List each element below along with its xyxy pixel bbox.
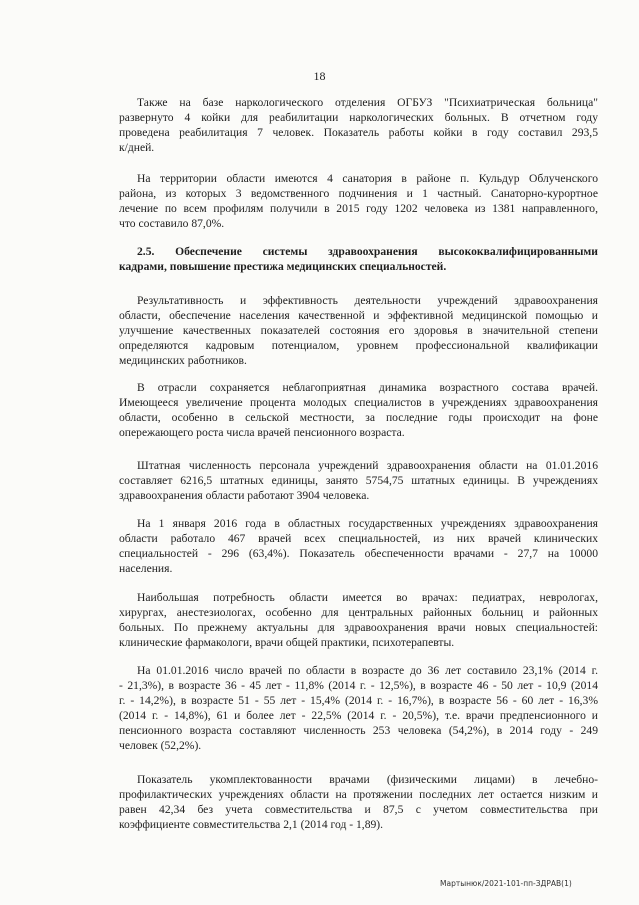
paragraph-line: профилактических учреждениях области на протяжении последних лет остается низким и xyxy=(119,788,598,801)
paragraph-line: Штатная численность персонала учреждений здравоохранения области на 01.01.2016 xyxy=(137,459,598,472)
paragraph-line: В отрасли сохраняется неблагоприятная динамика возрастного состава врачей. xyxy=(137,381,598,394)
paragraph-line: медицинских работников. xyxy=(119,354,247,367)
paragraph-line: хирургах, анестезиологах, особенно для центральных районных больниц и районных xyxy=(119,606,598,619)
paragraph-line: На 01.01.2016 число врачей по области в возрасте до 36 лет составило 23,1% (2014 г. xyxy=(137,664,598,677)
paragraph-line: больных. По прежнему актуальны для здравоохранения врачи новых специальностей: xyxy=(119,621,598,634)
paragraph-line: определяются кадровым потенциалом, уровнем профессиональной квалификации xyxy=(119,339,598,352)
paragraph-line: населения. xyxy=(119,562,173,575)
paragraph-line: проведена реабилитация 7 человек. Показатель работы койки в году составил 293,5 xyxy=(119,126,598,139)
paragraph-line: Показатель укомплектованности врачами (физическими лицами) в лечебно- xyxy=(137,773,598,786)
paragraph-rehabilitation xyxy=(119,95,598,155)
paragraph-doctors-count xyxy=(119,516,598,576)
paragraph-line: района, из которых 3 ведомственного подчинения и 1 частный. Санаторно-курортное xyxy=(119,187,598,200)
paragraph-line: лечение по всем профилям получили в 2015 году 1202 человека из 1381 направленного, xyxy=(119,202,598,215)
heading-line: кадрами, повышение престижа медицинских специальностей. xyxy=(119,260,447,273)
paragraph-line: На территории области имеются 4 санатория в районе п. Кульдур Облученского xyxy=(137,172,598,185)
paragraph-staffing xyxy=(119,458,598,503)
paragraph-line: что составило 87,0%. xyxy=(119,217,225,230)
paragraph-line: Имеющееся увеличение процента молодых специалистов в учреждениях здравоохранения xyxy=(119,396,598,409)
paragraph-line: составляет 6216,5 штатных единицы, занято 5754,75 штатных единицы. В учреждениях xyxy=(119,474,598,487)
paragraph-line: Наибольшая потребность области имеется во врачах: педиатрах, неврологах, xyxy=(137,591,598,604)
heading-line: 2.5. Обеспечение системы здравоохранения высококвалифицированными xyxy=(137,245,598,258)
paragraph-line: специальностей - 296 (63,4%). Показатель обеспеченности врачами - 27,7 на 10000 xyxy=(119,547,598,560)
paragraph-line: (2014 г. - 14,8%), 61 и более лет - 22,5% (2014 г. - 20,5%), т.е. врачи предпенсионного и xyxy=(119,709,598,722)
paragraph-line: к/дней. xyxy=(119,141,155,154)
paragraph-demand xyxy=(119,590,598,650)
paragraph-line: равен 42,34 без учета совместительства и 87,5 с учетом совместительства при xyxy=(119,803,598,816)
paragraph-completeness xyxy=(119,772,598,832)
paragraph-line: человек (52,2%). xyxy=(119,739,202,752)
page-number: 18 xyxy=(313,69,326,83)
paragraph-line: коэффициенте совместительства 2,1 (2014 год - 1,89). xyxy=(119,818,384,831)
paragraph-age-structure xyxy=(119,663,598,753)
paragraph-age-dynamics xyxy=(119,380,598,440)
paragraph-line: улучшение качественных показателей состояния его здоровья в значительной степени xyxy=(119,324,598,337)
footer-document-code: Мартынюк/2021-101-пп-ЗДРАВ(1) xyxy=(440,879,572,888)
paragraph-line: г. - 14,2%), в возрасте 51 - 55 лет - 15,4% (2014 г. - 16,7%), в возрасте 56 - 60 лет - 16,3% xyxy=(119,694,598,707)
paragraph-line: области, обеспечение населения качественной и эффективной медицинской помощью и xyxy=(119,309,598,322)
paragraph-line: опережающего роста числа врачей пенсионного возраста. xyxy=(119,426,405,439)
paragraph-line: клинические фармакологи, врачи общей практики, психотерапевты. xyxy=(119,636,455,649)
paragraph-line: области, особенно в сельской местности, за последние годы происходит на фоне xyxy=(119,411,598,424)
paragraph-line: Также на базе наркологического отделения ОГБУЗ "Психиатрическая больница" xyxy=(137,96,598,109)
paragraph-line: здравоохранения области работают 3904 человека. xyxy=(119,489,370,502)
paragraph-line: Результативность и эффективность деятельности учреждений здравоохранения xyxy=(137,294,598,307)
paragraph-line: развернуто 4 койки для реабилитации наркологических больных. В отчетном году xyxy=(119,111,598,124)
paragraph-line: На 1 января 2016 года в областных государственных учреждениях здравоохранения xyxy=(137,517,598,530)
paragraph-line: пенсионного возраста составляют численность 253 человека (54,2%), в 2014 году - 249 xyxy=(119,724,598,737)
paragraph-effectiveness xyxy=(119,293,598,368)
paragraph-line: - 21,3%), в возрасте 36 - 45 лет - 11,8% (2014 г. - 12,5%), в возрасте 46 - 50 лет - 10,9 (2014 xyxy=(119,679,598,692)
section-heading-2-5 xyxy=(119,244,598,274)
paragraph-line: области работало 467 врачей всех специальностей, из них врачей клинических xyxy=(119,532,598,545)
paragraph-sanatoriums xyxy=(119,171,598,231)
